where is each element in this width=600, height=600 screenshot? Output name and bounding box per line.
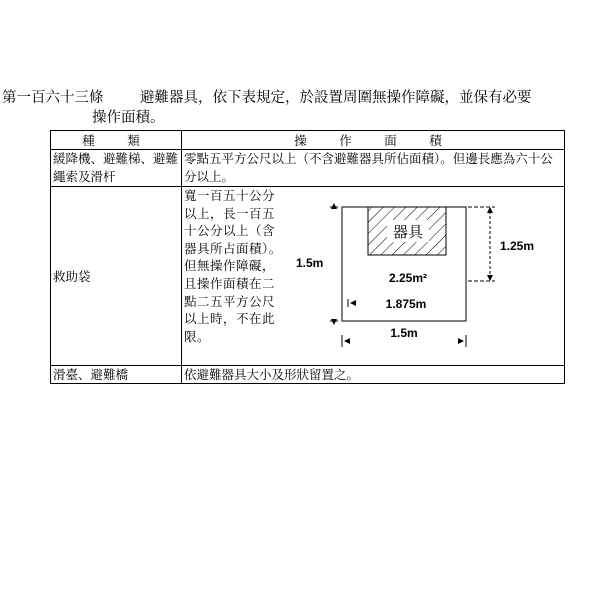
- row-3-type: 滑臺、避難橋: [51, 366, 182, 384]
- table-row: [51, 366, 565, 384]
- row-2-area: 寬一百五十公分以上，長一百五十公分以上（含器具所占面積）。但無操作障礙，且操作面積在二點二五平方公尺以上時，不在此限。: [184, 188, 282, 344]
- inner-width-label: 1.875m: [385, 297, 427, 311]
- header-area: 操 作 面 積: [182, 131, 565, 150]
- operation-area-diagram: [290, 187, 560, 365]
- row-1-area: 零點五平方公尺以上（不含避難器具所佔面積）。但邊長應為六十公分以上。: [182, 150, 565, 187]
- row-3-area: 依避難器具大小及形狀留置之。: [182, 366, 565, 384]
- article-number: 第一百六十三條: [2, 90, 104, 106]
- table-row: [51, 187, 565, 366]
- regulation-table: [50, 130, 565, 384]
- right-height-label: 1.25m: [500, 239, 535, 253]
- article-text: [2, 88, 532, 128]
- table-row: [51, 150, 565, 187]
- bottom-width-label: 1.5m: [390, 326, 418, 340]
- header-type: 種 類: [51, 131, 182, 150]
- apparatus-label: 器具: [392, 224, 424, 241]
- left-height-label: 1.5m: [296, 256, 324, 270]
- article-line-1: 避難器具，依下表規定，於設置周圍無操作障礙，並保有必要: [140, 90, 532, 106]
- row-2-type: 救助袋: [51, 187, 182, 366]
- area-label: 2.25m²: [388, 271, 428, 285]
- row-1-type: 緩降機、避難梯、避難繩索及滑杆: [51, 150, 182, 187]
- article-line-2: 操作面積。: [92, 110, 165, 126]
